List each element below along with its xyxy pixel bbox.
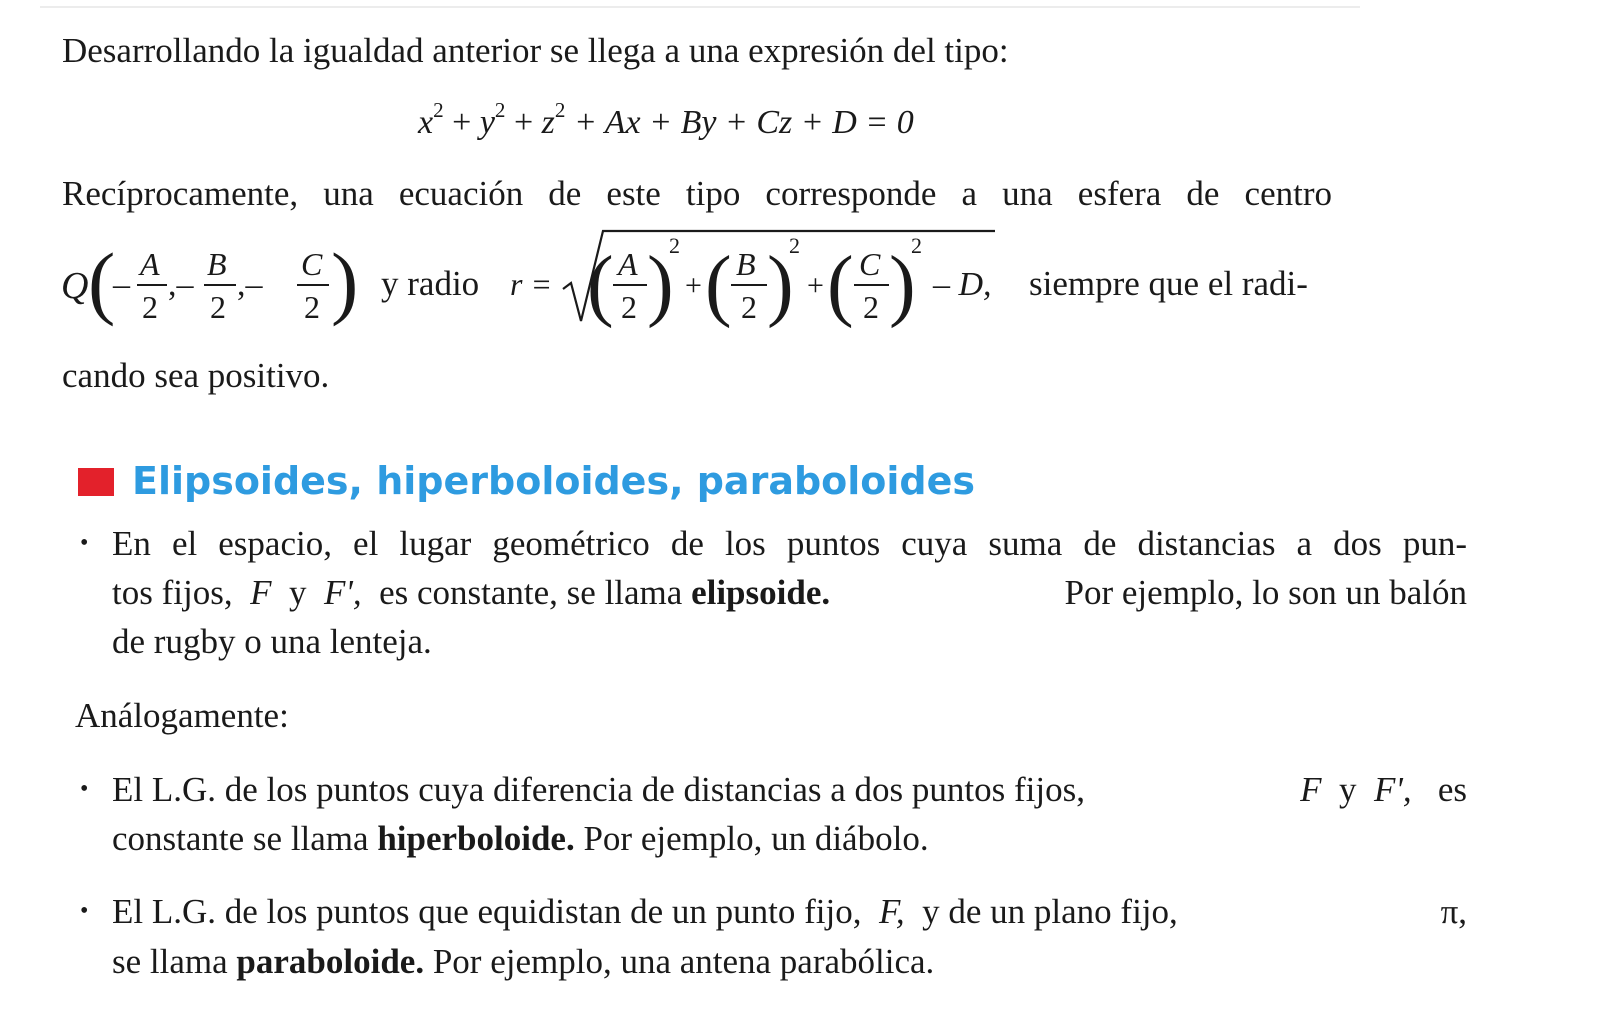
bullet1-line3: de rugby o una lenteja. [112, 622, 432, 661]
minus-D: – D, [933, 266, 992, 303]
frac-A-num: A [140, 246, 160, 282]
frac-A-den: 2 [142, 289, 158, 325]
svg-text:2: 2 [863, 289, 879, 325]
svg-text:B: B [736, 246, 756, 282]
svg-text:A: A [618, 246, 638, 282]
top-divider [40, 6, 1360, 8]
svg-text:(: ( [705, 241, 732, 329]
term-paraboloide: paraboloide. [236, 942, 425, 981]
term-elipsoide: elipsoide. [691, 573, 831, 612]
bullet-icon: • [80, 776, 89, 802]
svg-text:): ) [647, 241, 674, 329]
bullet-icon: • [80, 898, 89, 924]
frac-B-num: B [207, 246, 227, 282]
analog-line: Análogamente: [75, 696, 289, 735]
cando-line: cando sea positivo. [62, 356, 330, 395]
svg-text:2: 2 [669, 233, 680, 258]
svg-text:): ) [889, 241, 916, 329]
svg-text:2: 2 [911, 233, 922, 258]
frac-C-num: C [301, 246, 323, 282]
right-paren-big: ) [331, 236, 359, 327]
svg-text:,–: ,– [237, 266, 263, 303]
bullet-icon: • [80, 530, 89, 556]
svg-text:(: ( [587, 241, 614, 329]
svg-text:(: ( [827, 241, 854, 329]
y-radio-text: y radio [381, 264, 480, 303]
center-label: Q [61, 265, 89, 307]
svg-text:,–: ,– [168, 266, 194, 303]
term-hiperboloide: hiperboloide. [377, 819, 575, 858]
frac-B-den: 2 [210, 289, 226, 325]
bullet1-line1: En el espacio, el lugar geométrico de los puntos cuya suma de distancias a dos pun- [112, 524, 1467, 563]
frac-C-den: 2 [304, 289, 320, 325]
bullet1-line2: tos fijos, F y F', es constante, se llama elipsoide. Por ejemplo, lo son un balón [112, 573, 1467, 612]
bullet2-line1: El L.G. de los puntos cuya diferencia de distancias a dos puntos fijos, F y F', es [112, 770, 1467, 809]
svg-text:2: 2 [621, 289, 637, 325]
left-paren-big: ( [88, 236, 116, 327]
svg-text:C: C [859, 246, 881, 282]
siempre-text: siempre que el radi- [1029, 264, 1308, 303]
reciprocal-line: Recíprocamente, una ecuación de este tipo corresponde a una esfera de centro [62, 174, 1332, 213]
center-radius-formula [55, 225, 1355, 335]
svg-text:2: 2 [741, 289, 757, 325]
svg-text:2: 2 [789, 233, 800, 258]
intro-line: Desarrollando la igualdad anterior se llega a una expresión del tipo: [62, 31, 1009, 70]
section-heading [78, 456, 975, 506]
red-square-icon [78, 468, 114, 496]
bullet2-line2: constante se llama hiperboloide. Por ejemplo, un diábolo. [112, 819, 929, 858]
bullet3-line1: El L.G. de los puntos que equidistan de un punto fijo, F, y de un plano fijo, π, [112, 892, 1467, 931]
bullet3-line2: se llama paraboloide. Por ejemplo, una antena parabólica. [112, 942, 935, 981]
svg-text:+: + [807, 269, 824, 302]
section-title: Elipsoides, hiperboloides, paraboloides [132, 459, 976, 503]
svg-text:–: – [113, 266, 130, 303]
sphere-equation: $x^2 + y^2 + z^2 + Ax + By + Cz + D = 0$ [418, 98, 914, 141]
r-equals: r = [510, 266, 553, 302]
svg-text:): ) [767, 241, 794, 329]
svg-text:+: + [685, 269, 702, 302]
